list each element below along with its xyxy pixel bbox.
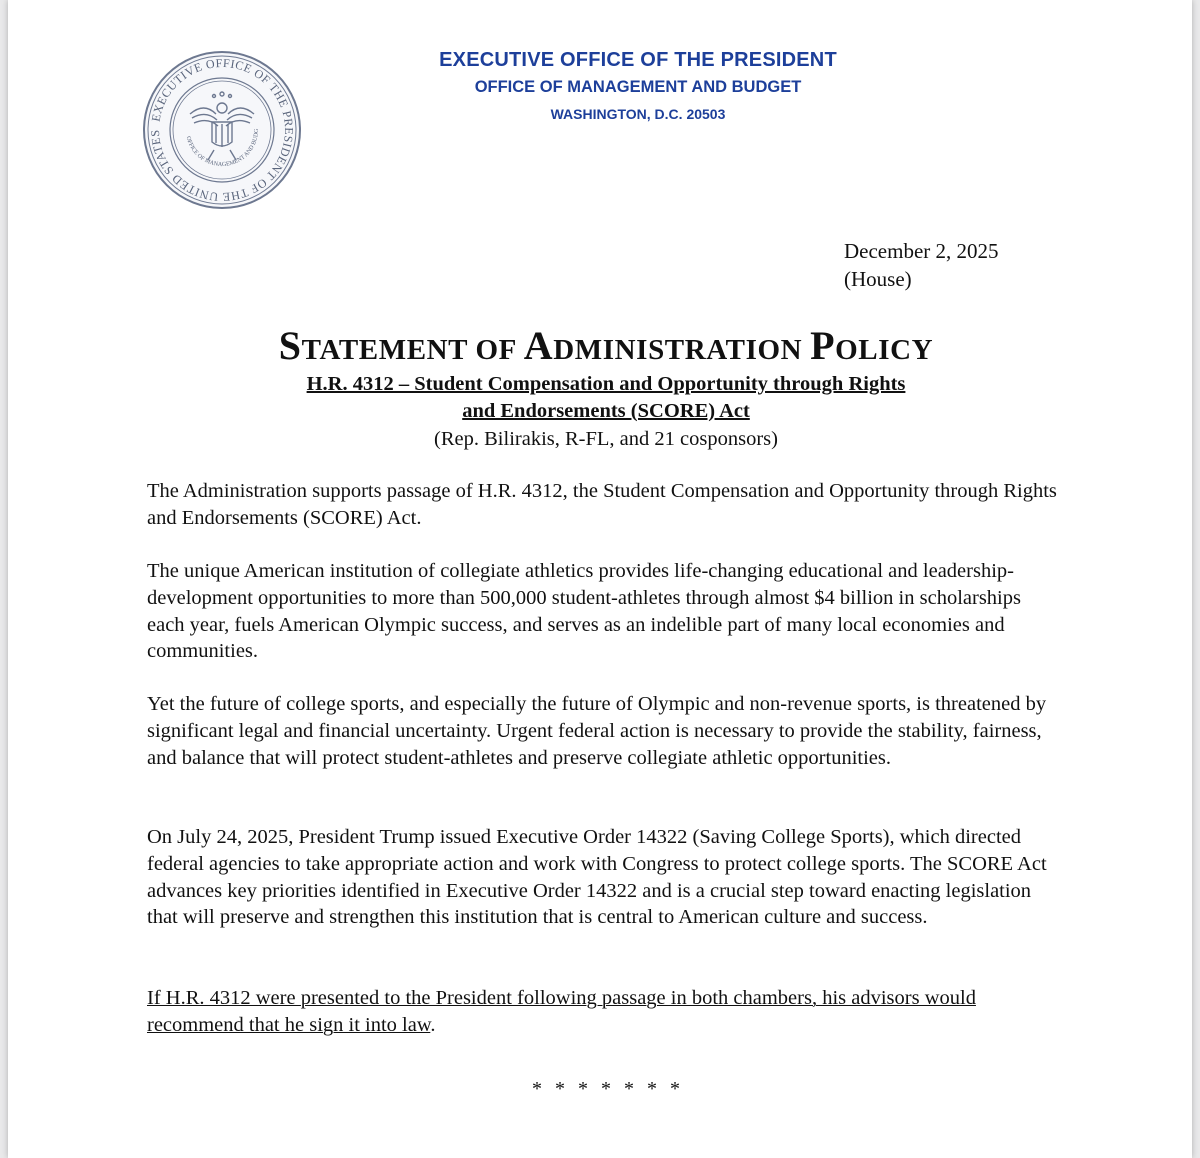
bill-name-line-1: H.R. 4312 – Student Compensation and Opportunity through Rights [306,373,906,395]
title-initial-a: A [523,323,554,368]
paragraph-3: Yet the future of college sports, and especially the future of Olympic and non-revenue sports, is threatened by significant legal and financial uncertainty. Urgent federal action is necessary to provide the stability, fairness, and balance that will protect student-athletes and preserve collegiate athletic opportunities. [147,693,1047,769]
document-title [8,322,1200,374]
letterhead-line-2: OFFICE OF MANAGEMENT AND BUDGET [474,78,802,96]
paragraph-2: The unique American institution of collegiate athletics provides life-changing educational and leadership-development opportunities to more than 500,000 student-athletes through almost $4 billion in scholarships each year, fuels American Olympic success, and serves as an indelible part of many local economies and communities. [147,560,1021,663]
closing-period: . [430,1013,436,1036]
bill-sponsor: (Rep. Bilirakis, R-FL, and 21 cosponsors) [434,428,778,450]
document-page [8,0,1192,1158]
chamber: (House) [844,267,912,291]
paragraph-1: The Administration supports passage of H.R. 4312, the Student Compensation and Opportunity through Rights and Endorsements (SCORE) Act. [147,480,1057,529]
bill-name-line-2: and Endorsements (SCORE) Act [462,400,750,422]
bill-name [8,371,1200,425]
title-word-1: TATEMENT [301,334,468,366]
title-initial-p: P [810,323,836,368]
paragraph-4: On July 24, 2025, President Trump issued Executive Order 14322 (Saving College Sports), which directed federal agencies to take appropriate action and work with Congress to protect college sports. The SCORE Act advances key priorities identified in Executive Order 14322 and is a crucial step toward enacting legislation that will preserve and strengthen this institution that is central to American culture and success. [147,826,1047,929]
omb-seal [142,50,302,210]
statement-date: December 2, 2025 [844,239,999,263]
date-block [844,237,999,293]
title-word-4: OLICY [835,334,934,366]
seal-inner-text: OFFICE OF MANAGEMENT AND BUDG [184,128,261,169]
closing-paragraph [147,985,1057,1039]
title-initial-s: S [278,323,302,368]
letterhead [388,48,888,124]
end-separator: * * * * * * * [532,1078,684,1100]
title-word-2: OF [475,334,516,366]
letterhead-line-1: EXECUTIVE OFFICE OF THE PRESIDENT [439,49,837,71]
title-word-3: DMINISTRATION [553,334,803,366]
letterhead-address: WASHINGTON, D.C. 20503 [550,106,726,122]
closing-recommendation: If H.R. 4312 were presented to the President following passage in both chambers, his advisors would recommend that he sign it into law [147,987,976,1036]
seal-outer-text: EXECUTIVE OFFICE OF THE PRESIDENT OF THE UNITED STATES [147,55,297,205]
